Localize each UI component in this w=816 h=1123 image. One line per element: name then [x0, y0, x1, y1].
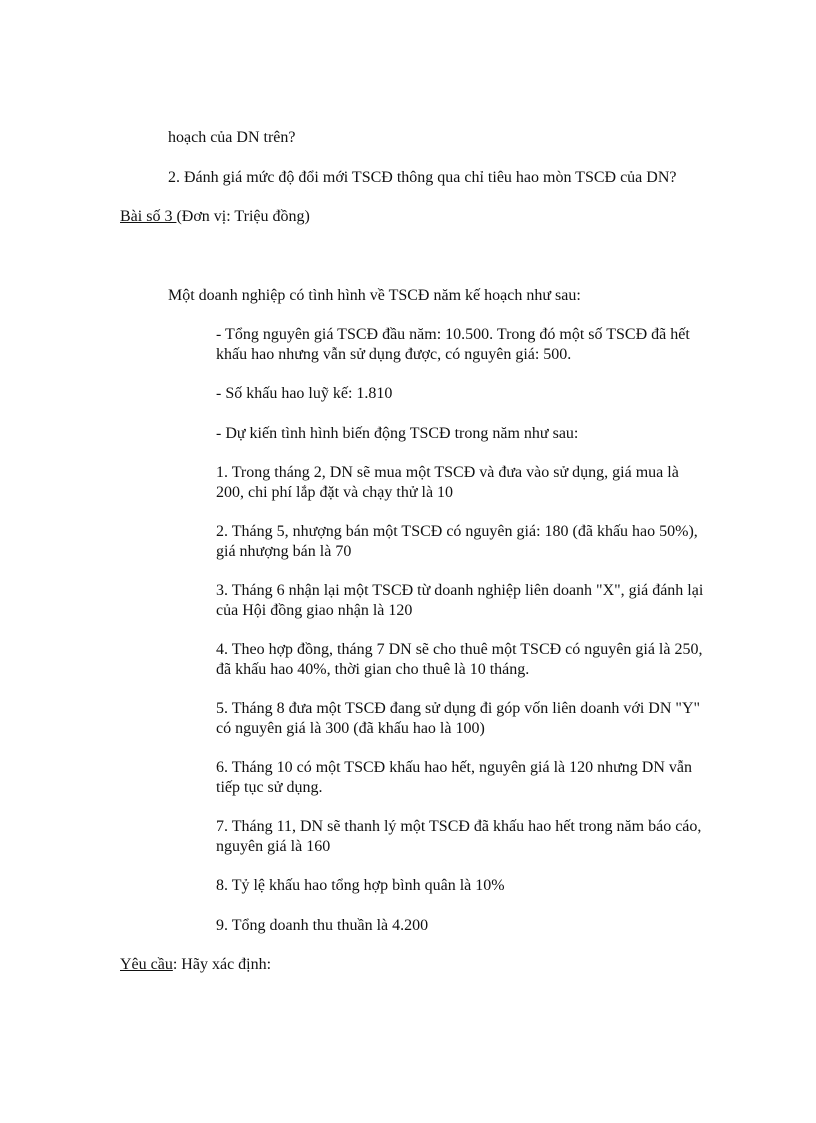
list-item: 7. Tháng 11, DN sẽ thanh lý một TSCĐ đã khấu hao hết trong năm báo cáo, nguyên giá là 160 [216, 818, 702, 855]
exercise-heading [120, 207, 310, 227]
requirement-text: : Hãy xác định: [172, 956, 272, 973]
continuation-text: hoạch của DN trên? [168, 129, 296, 146]
requirement-label: Yêu cầu [120, 956, 173, 973]
list-item: 1. Trong tháng 2, DN sẽ mua một TSCĐ và đưa vào sử dụng, giá mua là 200, chi phí lắp đặt và chạy thử là 10 [216, 464, 679, 501]
list-item: 6. Tháng 10 có một TSCĐ khấu hao hết, nguyên giá là 120 nhưng DN vẫn tiếp tục sử dụng. [216, 759, 693, 796]
list-item: 5. Tháng 8 đưa một TSCĐ đang sử dụng đi góp vốn liên doanh với DN "Y" có nguyên giá là 300 (đã khấu hao là 100) [216, 700, 701, 737]
list-item: 4. Theo hợp đồng, tháng 7 DN sẽ cho thuê một TSCĐ có nguyên giá là 250, đã khấu hao 40%, thời gian cho thuê là 10 tháng. [216, 641, 703, 678]
bullet-item: - Tổng nguyên giá TSCĐ đầu năm: 10.500. Trong đó một số TSCĐ đã hết khấu hao nhưng vẫn sử dụng được, có nguyên giá: 500. [216, 326, 690, 363]
requirement-heading [120, 955, 271, 975]
list-item: 8. Tỷ lệ khấu hao tổng hợp bình quân là 10% [216, 877, 505, 894]
question-2: 2. Đánh giá mức độ đổi mới TSCĐ thông qua chỉ tiêu hao mòn TSCĐ của DN? [168, 169, 677, 186]
exercise-unit: (Đơn vị: Triệu đồng) [176, 208, 310, 225]
list-item: 3. Tháng 6 nhận lại một TSCĐ từ doanh nghiệp liên doanh "X", giá đánh lại của Hội đồng giao nhận là 120 [216, 582, 704, 619]
list-item: 2. Tháng 5, nhượng bán một TSCĐ có nguyên giá: 180 (đã khấu hao 50%), giá nhượng bán là 70 [216, 523, 698, 560]
exercise-title: Bài số 3 [120, 208, 177, 225]
list-item: 9. Tổng doanh thu thuần là 4.200 [216, 917, 429, 934]
bullet-item: - Dự kiến tình hình biến động TSCĐ trong năm như sau: [216, 425, 579, 442]
intro-text: Một doanh nghiệp có tình hình về TSCĐ năm kế hoạch như sau: [168, 287, 581, 304]
bullet-item: - Số khấu hao luỹ kế: 1.810 [216, 385, 393, 402]
